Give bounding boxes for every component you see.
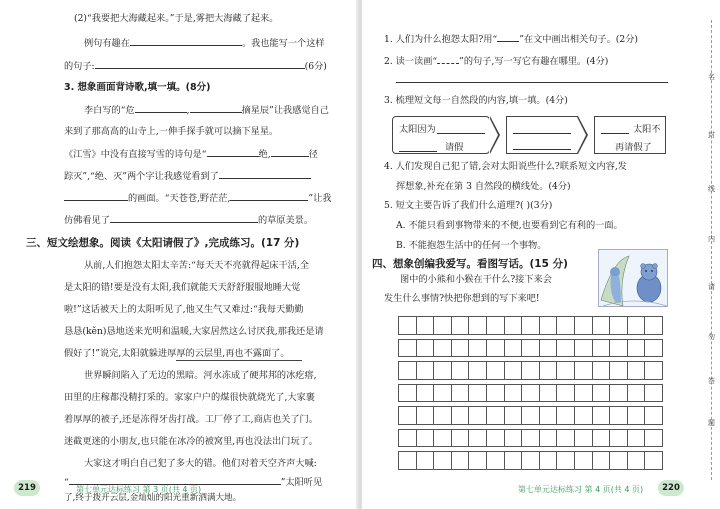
grid-cell[interactable] [574, 361, 593, 380]
answer-blank[interactable] [399, 143, 437, 152]
answer-blank[interactable] [219, 170, 311, 179]
grid-cell[interactable] [451, 429, 470, 448]
grid-cell[interactable] [451, 316, 470, 335]
q3-line-4: 踪灭”,“绝、灭”两个字让我感觉看到了 [64, 170, 311, 183]
grid-cell[interactable] [644, 384, 663, 403]
grid-cell[interactable] [644, 429, 663, 448]
q3-line-3: 《江雪》中没有直接写雪的诗句是“ 绝, 径 [64, 149, 318, 160]
section-3-title: 三、短文绘想象。阅读《太阳请假了》,完成练习。(17 分) [26, 237, 300, 249]
grid-cell[interactable] [504, 316, 523, 335]
grid-cell[interactable] [609, 339, 628, 358]
answer-blank[interactable] [64, 192, 128, 201]
q3-line-1: 李白写的“危 , 摘星辰”让我感觉自己 [84, 105, 329, 116]
grid-cell[interactable] [486, 429, 505, 448]
grid-cell[interactable] [556, 361, 575, 380]
answer-blank[interactable] [130, 37, 242, 46]
grid-cell[interactable] [644, 361, 663, 380]
grid-cell[interactable] [609, 406, 628, 425]
grid-cell[interactable] [539, 316, 558, 335]
grid-cell[interactable] [609, 316, 628, 335]
grid-cell[interactable] [627, 339, 646, 358]
passage-p1-line-1: 从前,人们抱怨太阳太辛苦:“每天天不亮就得起床干活,全 [84, 260, 309, 271]
grid-cell[interactable] [398, 406, 417, 425]
binding-char: 请 [708, 283, 715, 291]
grid-cell[interactable] [486, 339, 505, 358]
q3-line-6: 仿佛看见了 的草原美景。 [64, 215, 314, 226]
grid-cell[interactable] [416, 316, 435, 335]
grid-cell[interactable] [451, 361, 470, 380]
bear-monkey-illustration [598, 249, 668, 307]
grid-cell[interactable] [504, 429, 523, 448]
grid-cell[interactable] [433, 451, 452, 470]
grid-cell[interactable] [398, 451, 417, 470]
answer-blank[interactable] [271, 148, 309, 157]
passage-p1-line-4: 恳恳(kěn)恳地送来光明和温暖,大家居然这么讨厌我,那我还是请 [64, 326, 324, 337]
grid-cell[interactable] [468, 316, 487, 335]
passage-p1-line-2: 是太阳的错!要是没有太阳,我们就能天天舒舒服服地睡大觉 [64, 282, 301, 293]
grid-cell[interactable] [592, 406, 611, 425]
grid-cell[interactable] [609, 384, 628, 403]
binding-char: 线 [708, 185, 715, 193]
grid-cell[interactable] [627, 406, 646, 425]
grid-cell[interactable] [521, 384, 540, 403]
grid-cell[interactable] [504, 451, 523, 470]
grid-cell[interactable] [609, 451, 628, 470]
flow-label-4: 再请假了 [615, 142, 652, 153]
grid-cell[interactable] [416, 406, 435, 425]
answer-blank[interactable] [190, 104, 242, 113]
grid-cell[interactable] [644, 339, 663, 358]
grid-cell[interactable] [539, 451, 558, 470]
grid-cell[interactable] [556, 406, 575, 425]
q3-title: 3. 想象画面背诗歌,填一填。(8分) [64, 82, 211, 93]
q3-line-2: 来到了那高高的山寺上,一伸手探手就可以摘下星星。 [64, 126, 279, 137]
r-s4-line-1: 图中的小熊和小猴在干什么?接下来会 [400, 274, 552, 285]
grid-cell[interactable] [592, 316, 611, 335]
passage-p3-line-1: 大家这才明白自己犯了多大的错。他们对着天空齐声大喊: [84, 458, 317, 469]
binding-char: 封 [708, 131, 715, 139]
grid-cell[interactable] [398, 429, 417, 448]
grid-cell[interactable] [416, 451, 435, 470]
grid-cell[interactable] [556, 451, 575, 470]
grid-cell[interactable] [521, 339, 540, 358]
grid-cell[interactable] [433, 384, 452, 403]
grid-cell[interactable] [416, 429, 435, 448]
r-q5-option-a[interactable]: A. 不能只看到事物带来的不便,也要看到它有利的一面。 [396, 220, 623, 231]
grid-cell[interactable] [556, 384, 575, 403]
passage-p1-line-5: 假好了!”说完,太阳就躲进厚厚的云层里,再也不露面了。 [64, 348, 290, 359]
r-q1: 1. 人们为什么抱怨太阳?用“ ”在文中画出相关句子。(2分) [384, 34, 638, 45]
left-page [0, 0, 358, 509]
wavy-underline [176, 360, 302, 361]
page-number: 219 [14, 480, 40, 496]
answer-blank[interactable] [110, 214, 258, 223]
grid-cell[interactable] [451, 384, 470, 403]
binding-char: 题 [708, 419, 715, 427]
answer-blank[interactable] [207, 148, 259, 157]
answer-blank[interactable] [513, 125, 571, 134]
r-s4-line-2: 发生什么事情?快把你想到的写下来吧! [384, 293, 540, 304]
grid-cell[interactable] [433, 316, 452, 335]
flow-box-1 [392, 116, 490, 154]
grid-cell[interactable] [468, 406, 487, 425]
answer-blank[interactable] [95, 60, 305, 69]
grid-cell[interactable] [592, 384, 611, 403]
passage-p2-line-4: 迷截更迷的小朋友,也只能在冰冷的被窝里,再也没法出门玩了。 [64, 436, 318, 447]
grid-cell[interactable] [468, 384, 487, 403]
passage-p2-line-1: 世界瞬间陷入了无边的黑暗。河水冻成了硬邦邦的冰疙瘩, [84, 370, 317, 381]
grid-cell[interactable] [539, 384, 558, 403]
passage-p3-line-2: “ ”太阳听见 [64, 477, 323, 488]
grid-cell[interactable] [486, 384, 505, 403]
grid-cell[interactable] [644, 316, 663, 335]
passage-p1-line-3: 啦!”这话被天上的太阳听见了,他又生气又难过:“我每天勤勤 [64, 304, 304, 315]
grid-cell[interactable] [433, 429, 452, 448]
flow-label-1: 太阳因为 [399, 124, 436, 135]
passage-p3-line-3: 了,终于拨开云层,金灿灿的阳光重新洒满大地。 [64, 493, 242, 503]
grid-cell[interactable] [398, 316, 417, 335]
answer-blank[interactable] [230, 192, 308, 201]
grid-cell[interactable] [468, 361, 487, 380]
page-number: 220 [658, 480, 684, 496]
grid-cell[interactable] [539, 429, 558, 448]
grid-cell[interactable] [416, 361, 435, 380]
grid-cell[interactable] [451, 406, 470, 425]
grid-cell[interactable] [592, 429, 611, 448]
grid-cell[interactable] [486, 316, 505, 335]
binding-strip [680, 20, 720, 480]
grid-cell[interactable] [609, 361, 628, 380]
r-q4-line-1: 4. 人们发现自己犯了错,会对太阳说些什么?联系短文内容,发 [384, 161, 627, 172]
section-4-title: 四、想象创编我爱写。看图写话。(15 分) [372, 258, 568, 270]
q2-line-2: 例句有趣在 。我也能写一个这样 [84, 38, 325, 49]
grid-cell[interactable] [539, 339, 558, 358]
passage-p2-line-3: 着厚厚的被子,还是冻得牙齿打战。工厂停了工,商店也关了门。 [64, 414, 318, 425]
grid-cell[interactable] [433, 339, 452, 358]
grid-cell[interactable] [416, 339, 435, 358]
grid-cell[interactable] [398, 339, 417, 358]
grid-cell[interactable] [627, 384, 646, 403]
grid-cell[interactable] [539, 406, 558, 425]
grid-cell[interactable] [592, 451, 611, 470]
r-q2-answer-line[interactable] [396, 82, 668, 83]
binding-char: 勿 [708, 333, 715, 341]
flow-label-3: 太阳不 [633, 124, 661, 135]
grid-cell[interactable] [592, 339, 611, 358]
grid-cell[interactable] [574, 451, 593, 470]
grid-cell[interactable] [486, 406, 505, 425]
grid-cell[interactable] [433, 406, 452, 425]
flow-box-3 [594, 116, 666, 154]
grid-cell[interactable] [574, 316, 593, 335]
flow-box-2[interactable] [506, 116, 578, 154]
grid-cell[interactable] [627, 429, 646, 448]
grid-cell[interactable] [556, 339, 575, 358]
binding-char: 答 [708, 377, 715, 385]
grid-cell[interactable] [574, 339, 593, 358]
grid-cell[interactable] [451, 451, 470, 470]
grid-cell[interactable] [556, 316, 575, 335]
grid-cell[interactable] [521, 451, 540, 470]
r-q5-option-b[interactable]: B. 不能抱怨生活中的任何一个事物。 [396, 240, 547, 251]
grid-cell[interactable] [451, 339, 470, 358]
binding-char: 名 [708, 73, 715, 81]
q2-line-1: (2)“我要把大海藏起来。”于是,雾把大海藏了起来。 [74, 13, 279, 24]
answer-blank[interactable] [437, 55, 459, 64]
answer-blank[interactable] [513, 141, 571, 150]
flow-label-2: 请假 [445, 142, 464, 153]
binding-char: 内 [708, 235, 715, 243]
grid-cell[interactable] [504, 361, 523, 380]
grid-cell[interactable] [433, 361, 452, 380]
grid-cell[interactable] [468, 451, 487, 470]
grid-cell[interactable] [539, 361, 558, 380]
grid-cell[interactable] [504, 339, 523, 358]
grid-cell[interactable] [556, 429, 575, 448]
grid-cell[interactable] [504, 406, 523, 425]
grid-cell[interactable] [398, 384, 417, 403]
passage-p2-line-2: 田里的庄稼都没精打采的。家家户户的煤很快就烧光了,大家裹 [64, 392, 315, 403]
r-q3: 3. 梳理短文每一自然段的内容,填一填。(4分) [384, 95, 568, 106]
r-q5: 5. 短文主要告诉了我们什么道理?( )(3分) [384, 200, 553, 211]
grid-cell[interactable] [627, 361, 646, 380]
grid-cell[interactable] [468, 429, 487, 448]
grid-cell[interactable] [521, 361, 540, 380]
grid-cell[interactable] [398, 361, 417, 380]
grid-cell[interactable] [574, 406, 593, 425]
answer-blank[interactable] [437, 125, 485, 134]
page-footer: 第七单元达标练习 第 4 页(共 4 页) [518, 485, 644, 494]
answer-blank[interactable] [135, 104, 187, 113]
grid-cell[interactable] [521, 406, 540, 425]
grid-cell[interactable] [468, 339, 487, 358]
page-footer: 第七单元达标练习 第 3 页(共 4 页) [76, 485, 202, 494]
grid-cell[interactable] [504, 384, 523, 403]
binding-line [711, 20, 712, 480]
q2-line-3: 的句子: (6分) [64, 61, 327, 72]
grid-cell[interactable] [416, 384, 435, 403]
grid-cell[interactable] [592, 361, 611, 380]
q3-line-5: 的画面。“天苍苍,野茫茫, ”让我 [64, 192, 332, 205]
grid-cell[interactable] [486, 451, 505, 470]
grid-cell[interactable] [644, 406, 663, 425]
answer-blank[interactable] [601, 125, 629, 134]
grid-cell[interactable] [644, 451, 663, 470]
right-page [362, 0, 720, 509]
grid-cell[interactable] [486, 361, 505, 380]
grid-cell[interactable] [627, 316, 646, 335]
grid-cell[interactable] [574, 384, 593, 403]
r-q4-line-2: 挥想象,补充在第 3 自然段的横线处。(4分) [396, 181, 571, 192]
answer-blank[interactable] [497, 33, 519, 42]
grid-cell[interactable] [609, 429, 628, 448]
grid-cell[interactable] [521, 429, 540, 448]
grid-cell[interactable] [627, 451, 646, 470]
r-q2: 2. 读一读画“ ”的句子,写一写它有趣在哪里。(4分) [384, 56, 609, 67]
grid-cell[interactable] [521, 316, 540, 335]
grid-cell[interactable] [574, 429, 593, 448]
